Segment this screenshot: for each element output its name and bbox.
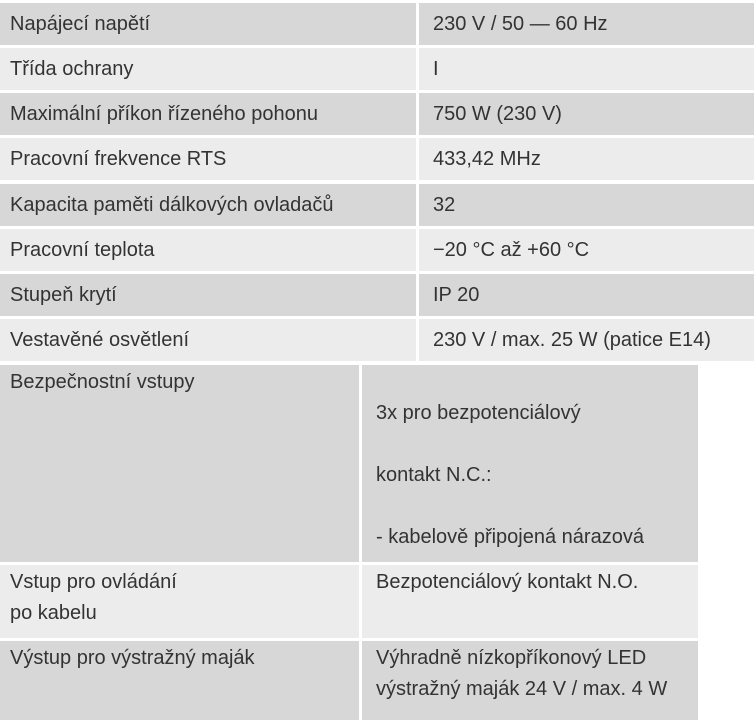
row-label: Pracovní teplota [0, 229, 416, 271]
row-label: Stupeň krytí [0, 274, 416, 316]
row-value [362, 365, 698, 562]
row-value: 32 [419, 184, 754, 226]
row-label: Vstup pro ovládání po kabelu [0, 565, 359, 638]
row-value: I [419, 48, 754, 90]
row-label: Výstup pro výstražný maják [0, 641, 359, 720]
value-line: - kabelově připojená nárazová [376, 526, 644, 548]
row-label: Kapacita paměti dálkových ovladačů [0, 184, 416, 226]
table-row [0, 641, 698, 720]
row-label: Maximální příkon řízeného pohonu [0, 93, 416, 135]
row-value: −20 °C až +60 °C [419, 229, 754, 271]
table-row [0, 274, 754, 316]
row-label: Třída ochrany [0, 48, 416, 90]
row-label: Pracovní frekvence RTS [0, 138, 416, 180]
row-value: IP 20 [419, 274, 754, 316]
value-line: 3x pro bezpotenciálový [376, 402, 581, 424]
table-row [0, 48, 754, 90]
row-label: Vestavěné osvětlení [0, 319, 416, 361]
row-value: 433,42 MHz [419, 138, 754, 180]
value-line: kontakt N.C.: [376, 464, 492, 486]
row-value: Bezpotenciálový kontakt N.O. [362, 565, 698, 638]
table-row [0, 138, 754, 180]
table-row [0, 93, 754, 135]
table-row [0, 229, 754, 271]
table-row [0, 365, 698, 562]
table-row [0, 184, 754, 226]
row-label: Napájecí napětí [0, 3, 416, 45]
row-value: Výhradně nízkopříkonový LED výstražný maják 24 V / max. 4 W [362, 641, 698, 720]
row-value: 230 V / max. 25 W (patice E14) [419, 319, 754, 361]
table-row [0, 3, 754, 45]
row-label: Bezpečnostní vstupy [0, 365, 359, 562]
table-row [0, 319, 754, 361]
row-value: 750 W (230 V) [419, 93, 754, 135]
table-row [0, 565, 698, 638]
row-value: 230 V / 50 — 60 Hz [419, 3, 754, 45]
